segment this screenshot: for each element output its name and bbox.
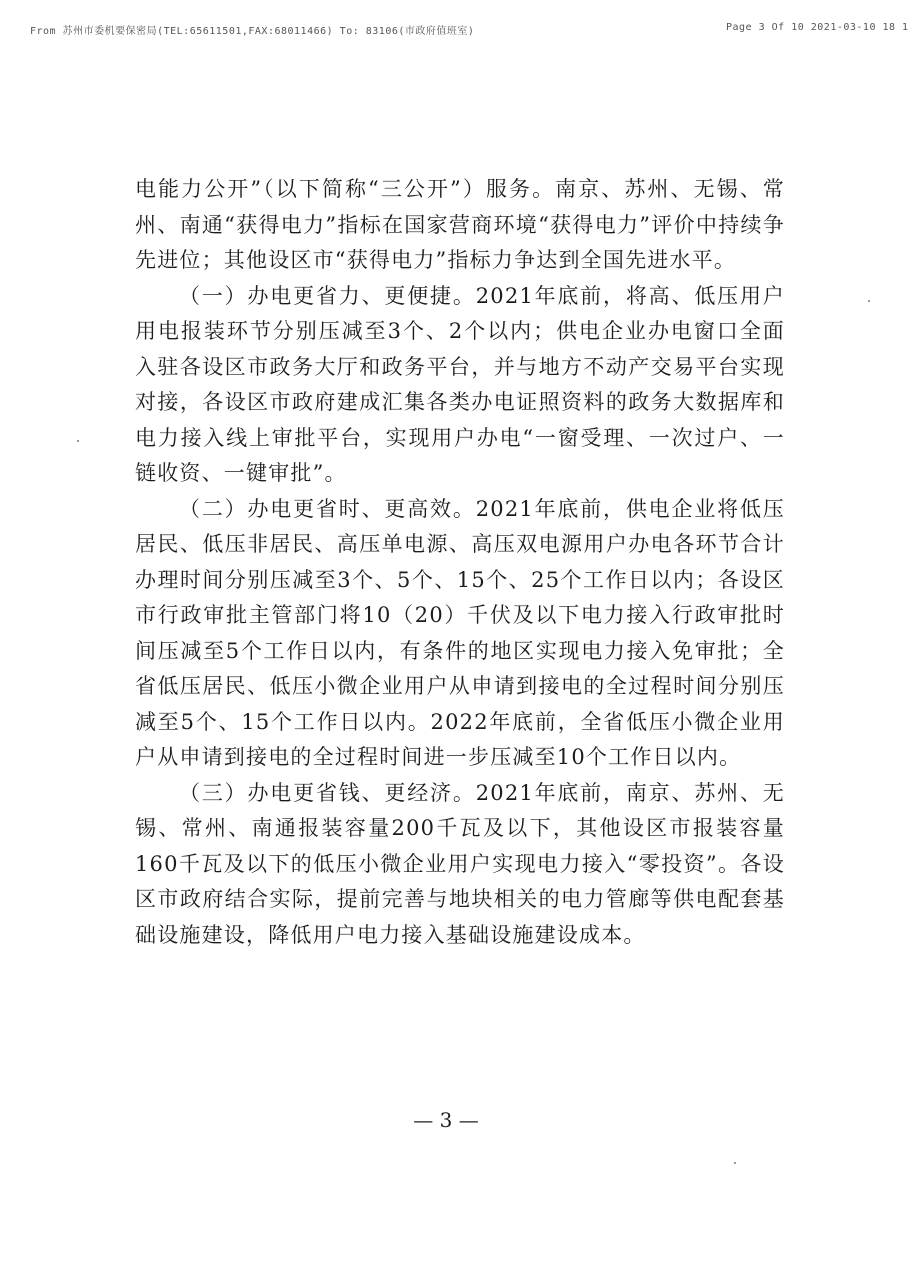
paragraph-section-3: （三）办电更省钱、更经济。2021年底前，南京、苏州、无锡、常州、南通报装容量200千瓦及以下，其他设区市报装容量160千瓦及以下的低压小微企业用户实现电力接入“零投资”。各设区市政府结合实际，提前完善与地块相关的电力管廊等供电配套基础设施建设，降低用户电力接入基础设施建设成本。 [135,780,785,947]
scan-speck [734,1162,736,1164]
fax-header-sender: From 苏州市委机要保密局(TEL:65611501,FAX:68011466) To: 83106(市政府值班室) [30,26,475,37]
paragraph-section-1: （一）办电更省力、更便捷。2021年底前，将高、低压用户用电报装环节分别压减至3个、2个以内；供电企业办电窗口全面入驻各设区市政务大厅和政务平台，并与地方不动产交易平台实现对接，各设区市政府建成汇集各类办电证照资料的政务大数据库和电力接入线上审批平台，实现用户办电“一窗受理、一次过户、一链收资、一键审批”。 [135,283,785,485]
body-text [135,172,785,953]
fax-header [30,22,909,38]
paragraph-continued: 电能力公开”（以下简称“三公开”）服务。南京、苏州、无锡、常州、南通“获得电力”指标在国家营商环境“获得电力”评价中持续争先进位；其他设区市“获得电力”指标力争达到全国先进水平。 [135,177,785,272]
paragraph-section-2: （二）办电更省时、更高效。2021年底前，供电企业将低压居民、低压非居民、高压单电源、高压双电源用户办电各环节合计办理时间分别压减至3个、5个、15个、25个工作日以内；各设区市行政审批主管部门将10（20）千伏及以下电力接入行政审批时间压减至5个工作日以内，有条件的地区实现电力接入免审批；全省低压居民、低压小微企业用户从申请到接电的全过程时间分别压减至5个、15个工作日以内。2022年底前，全省低压小微企业用户从申请到接电的全过程时间进一步压减至10个工作日以内。 [135,496,785,769]
scan-speck [868,300,870,302]
fax-header-page-info: Page 3 Of 10 2021-03-10 18 1 [726,22,909,33]
scan-speck [77,440,79,442]
page-number: — 3 — [413,1108,479,1132]
